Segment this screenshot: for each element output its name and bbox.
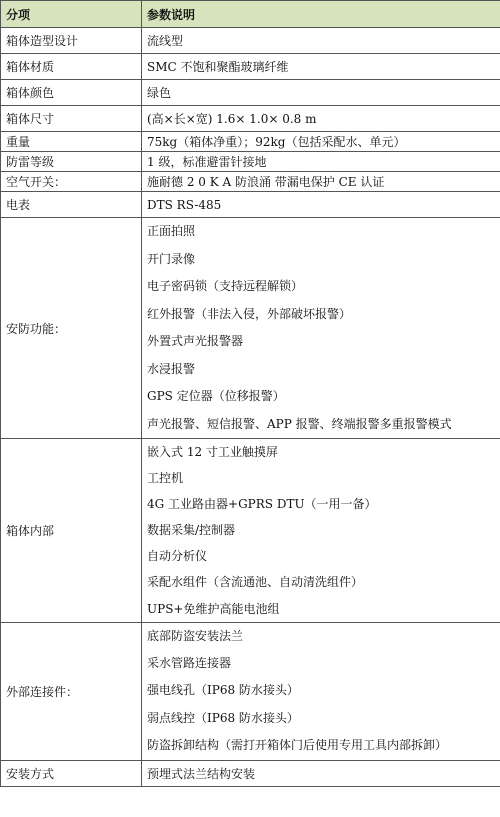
list-item: 防盗拆卸结构（需打开箱体门后使用专用工具内部拆卸） bbox=[147, 738, 448, 753]
row-label: 重量 bbox=[1, 132, 142, 152]
row-value: 75kg（箱体净重）；92kg（包括采配水、单元） bbox=[142, 132, 500, 152]
table-header-row bbox=[1, 1, 500, 28]
row-value: 预埋式法兰结构安装 bbox=[142, 760, 500, 786]
list-item: GPS 定位器（位移报警） bbox=[147, 389, 285, 403]
row-value: 1 级，标准避雷针接地 bbox=[142, 152, 500, 172]
header-parameter: 参数说明 bbox=[142, 1, 500, 28]
row-value: 施耐德 2 0 K A 防浪涌 带漏电保护 CE 认证 bbox=[142, 172, 500, 192]
table-row bbox=[1, 152, 500, 172]
list-item: 底部防盗安装法兰 bbox=[147, 628, 244, 643]
list-item: 4G 工业路由器+GPRS DTU（一用一备） bbox=[147, 497, 377, 512]
table-row bbox=[1, 54, 500, 80]
row-label: 安装方式 bbox=[1, 760, 142, 786]
row-label: 安防功能： bbox=[1, 218, 142, 439]
table-row bbox=[1, 172, 500, 192]
row-label: 外部连接件： bbox=[1, 622, 142, 760]
row-label: 箱体颜色 bbox=[1, 80, 142, 106]
row-label: 防雷等级 bbox=[1, 152, 142, 172]
row-value: 流线型 bbox=[142, 28, 500, 54]
table-row bbox=[1, 760, 500, 786]
row-value: SMC 不饱和聚酯玻璃纤维 bbox=[142, 54, 500, 80]
table-row-external bbox=[1, 622, 500, 760]
row-label: 箱体内部 bbox=[1, 439, 142, 623]
row-value-list bbox=[142, 622, 500, 760]
list-item: 红外报警（非法入侵，外部破坏报警） bbox=[147, 306, 352, 321]
list-item: 外置式声光报警器 bbox=[147, 334, 244, 348]
header-item: 分项 bbox=[1, 1, 142, 28]
table-row bbox=[1, 106, 500, 132]
list-item: 采水管路连接器 bbox=[147, 656, 232, 671]
list-item: 强电线孔（IP68 防水接头） bbox=[147, 683, 299, 698]
table-row bbox=[1, 192, 500, 218]
list-item: UPS+免维护高能电池组 bbox=[147, 601, 280, 616]
table-row-security bbox=[1, 218, 500, 439]
row-value: DTS RS-485 bbox=[142, 192, 500, 218]
table-row-interior bbox=[1, 439, 500, 623]
row-label: 电表 bbox=[1, 192, 142, 218]
list-item: 水浸报警 bbox=[147, 361, 196, 376]
row-label: 箱体造型设计 bbox=[1, 28, 142, 54]
list-item: 正面拍照 bbox=[147, 224, 196, 238]
table-row bbox=[1, 28, 500, 54]
row-value-list bbox=[142, 439, 500, 623]
list-item: 开门录像 bbox=[147, 251, 196, 266]
row-label: 箱体材质 bbox=[1, 54, 142, 80]
list-item: 工控机 bbox=[147, 471, 184, 486]
list-item: 声光报警、短信报警、APP 报警、终端报警多重报警模式 bbox=[147, 416, 452, 431]
table-row bbox=[1, 132, 500, 152]
row-label: 箱体尺寸 bbox=[1, 106, 142, 132]
table-row bbox=[1, 80, 500, 106]
row-label: 空气开关： bbox=[1, 172, 142, 192]
list-item: 数据采集/控制器 bbox=[147, 523, 236, 538]
row-value-list bbox=[142, 218, 500, 439]
row-value: 绿色 bbox=[142, 80, 500, 106]
list-item: 弱点线控（IP68 防水接头） bbox=[147, 710, 299, 725]
list-item: 嵌入式 12 寸工业触摸屏 bbox=[147, 445, 278, 459]
list-item: 电子密码锁（支持远程解锁） bbox=[147, 279, 304, 293]
list-item: 采配水组件（含流通池、自动清洗组件） bbox=[147, 575, 364, 590]
list-item: 自动分析仪 bbox=[147, 549, 208, 564]
row-value: (高×长×宽) 1.6× 1.0× 0.8 m bbox=[142, 106, 500, 132]
